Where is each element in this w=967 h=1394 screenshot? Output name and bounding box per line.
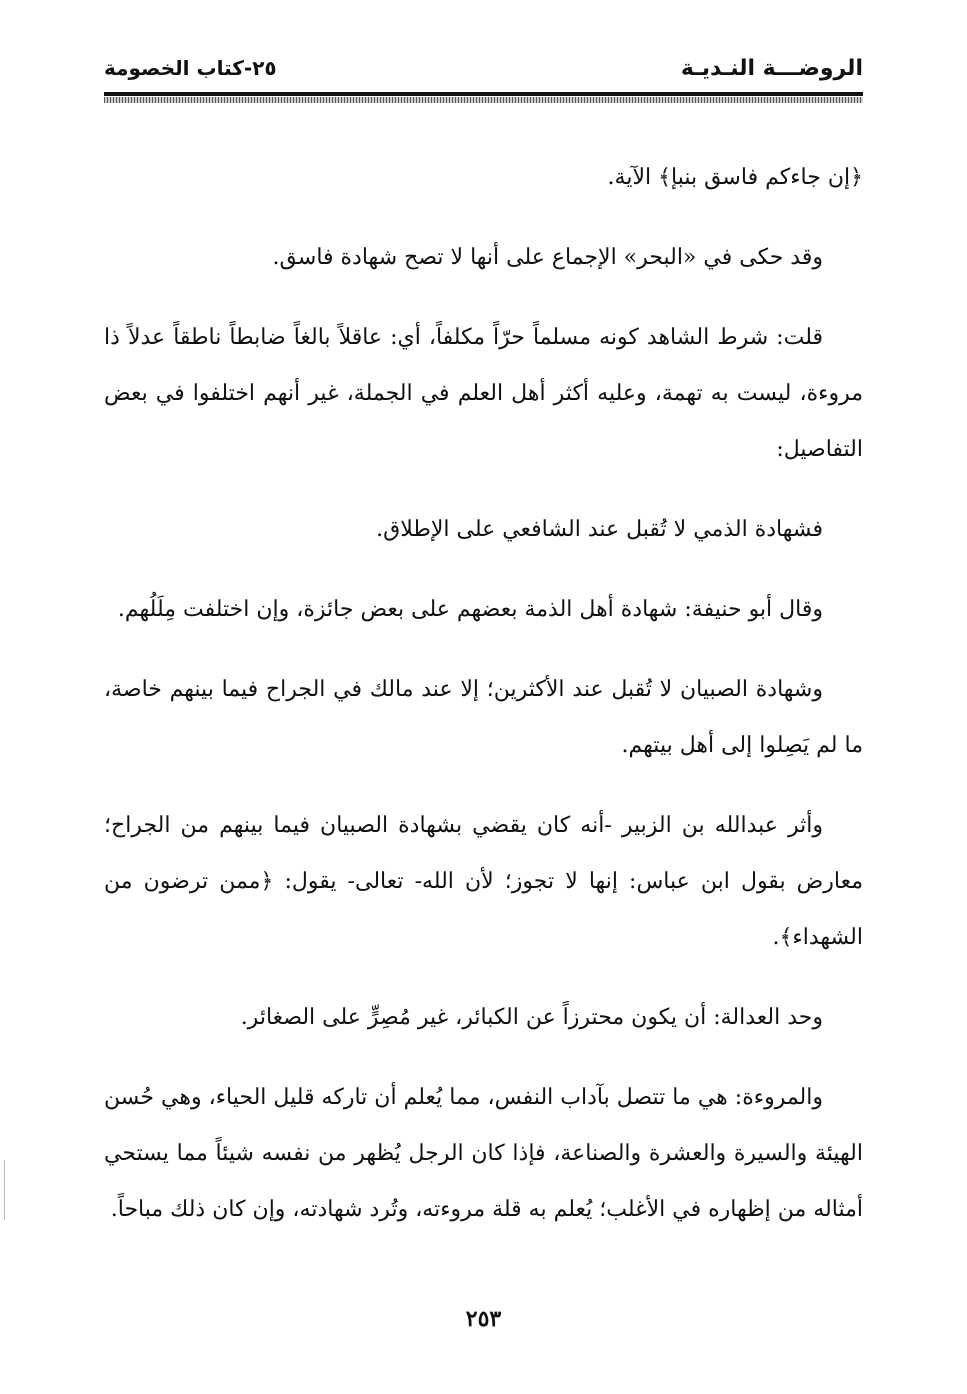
- scan-edge-mark: [4, 1160, 5, 1220]
- paragraph-ibn-zubayr: وأثر عبدالله بن الزبير -أنه كان يقضي بشهادة الصبيان فيما بينهم من الجراح؛ معارض بقول ابن عباس: إنها لا تجوز؛ لأن الله- تعالى- يقول: ﴿ممن ترضون من الشهداء﴾.: [104, 813, 863, 950]
- paragraph-quran-verse: ﴿إن جاءكم فاسق بنبإ﴾ الآية.: [607, 165, 863, 190]
- body-text: [104, 150, 863, 1262]
- header-rule-thick: [104, 92, 863, 96]
- running-header: [104, 50, 863, 90]
- paragraph-witness-conditions: قلت: شرط الشاهد كونه مسلماً حرّاً مكلفاً، أي: عاقلاً بالغاً ضابطاً ناطقاً عدلاً ذا مروءة، ليست به تهمة، وعليه أكثر أهل العلم في الجملة، غير أنهم اختلفوا في بعض التفاصيل:: [104, 325, 863, 462]
- paragraph-consensus: وقد حكى في «البحر» الإجماع على أنها لا تصح شهادة فاسق.: [272, 245, 823, 270]
- paragraph-abu-hanifa: وقال أبو حنيفة: شهادة أهل الذمة بعضهم على بعض جائزة، وإن اختلفت مِلَلُهم.: [117, 597, 823, 622]
- page-number: ٢٥٣: [465, 1306, 502, 1332]
- paragraph-children-testimony: وشهادة الصبيان لا تُقبل عند الأكثرين؛ إلا عند مالك في الجراح فيما بينهم خاصة، ما لم يَصِلوا إلى أهل بيتهم.: [104, 677, 863, 758]
- book-title: الروضـــة النـديـة: [680, 56, 863, 81]
- header-rule-hatch: [104, 97, 863, 103]
- chapter-title: ٢٥-كتاب الخصومة: [104, 56, 277, 80]
- paragraph-definition-justice: وحد العدالة: أن يكون محترزاً عن الكبائر، غير مُصِرٍّ على الصغائر.: [240, 1005, 823, 1030]
- header-rule: [104, 92, 863, 104]
- paragraph-dhimmi-testimony: فشهادة الذمي لا تُقبل عند الشافعي على الإطلاق.: [376, 517, 823, 542]
- paragraph-muruah: والمروءة: هي ما تتصل بآداب النفس، مما يُعلم أن تاركه قليل الحياء، وهي حُسن الهيئة والسيرة والعشرة والصناعة، فإذا كان الرجل يُظهر من نفسه شيئاً مما يستحي أمثاله من إظهاره في الأغلب؛ يُعلم به قلة مروءته، وتُرد شهادته، وإن كان ذلك مباحاً.: [104, 1085, 863, 1222]
